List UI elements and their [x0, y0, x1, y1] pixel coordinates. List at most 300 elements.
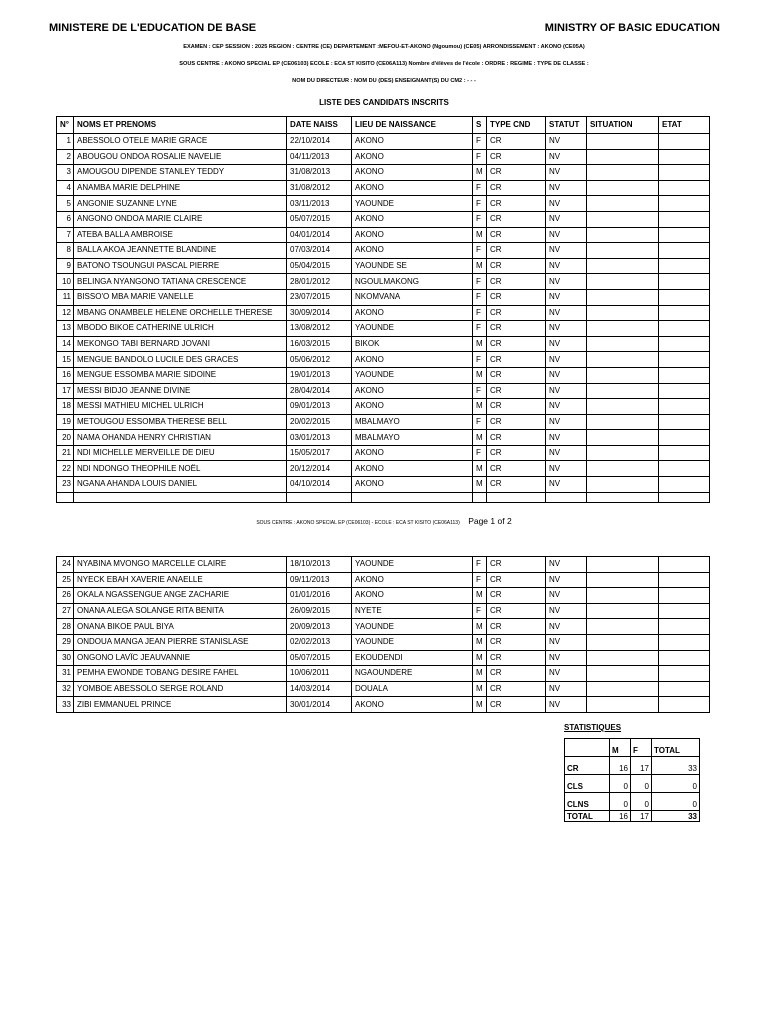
cell-status: NV — [546, 619, 587, 635]
cell-status: NV — [546, 321, 587, 337]
cell-state — [659, 352, 710, 368]
cell-birthdate: 20/02/2015 — [287, 414, 352, 430]
table-row — [57, 666, 710, 682]
cell-sex: M — [473, 367, 487, 383]
cell-birthdate: 01/01/2016 — [287, 588, 352, 604]
cell-birthplace: AKONO — [352, 134, 473, 150]
cell-status: NV — [546, 336, 587, 352]
table-row — [57, 399, 710, 415]
cell-number: 16 — [57, 367, 74, 383]
cell-candidate-type: CR — [487, 666, 546, 682]
cell-birthdate: 31/08/2013 — [287, 165, 352, 181]
cell-situation — [587, 336, 659, 352]
cell-name: OKALA NGASSENGUE ANGE ZACHARIE — [74, 588, 287, 604]
cell-sex: M — [473, 681, 487, 697]
cell-situation — [587, 258, 659, 274]
cell-situation — [587, 352, 659, 368]
cell-state — [659, 196, 710, 212]
cell-number: 6 — [57, 211, 74, 227]
cell-name: MENGUE ESSOMBA MARIE SIDOINE — [74, 367, 287, 383]
cell-number: 26 — [57, 588, 74, 604]
cell-name: MBODO BIKOE CATHERINE ULRICH — [74, 321, 287, 337]
cell-number: 1 — [57, 134, 74, 150]
cell-candidate-type: CR — [487, 588, 546, 604]
cell-sex: F — [473, 383, 487, 399]
cell-state — [659, 399, 710, 415]
cell-state — [659, 227, 710, 243]
cell-number: 4 — [57, 180, 74, 196]
cell-number: 32 — [57, 681, 74, 697]
cell-candidate-type: CR — [487, 211, 546, 227]
list-title: LISTE DES CANDIDATS INSCRITS — [319, 98, 449, 107]
cell-birthplace: AKONO — [352, 165, 473, 181]
cell-status: NV — [546, 650, 587, 666]
cell-name: PEMHA EWONDE TOBANG DESIRE FAHEL — [74, 666, 287, 682]
cell-number: 10 — [57, 274, 74, 290]
cell-sex: M — [473, 227, 487, 243]
cell-candidate-type: CR — [487, 243, 546, 259]
cell-birthdate: 30/09/2014 — [287, 305, 352, 321]
cell-birthplace: MBALMAYO — [352, 430, 473, 446]
exam-info-line: EXAMEN : CEP SESSION : 2025 REGION : CENTRE (CE) DEPARTEMENT :MEFOU-ET-AKONO (Ngoumou) (CE05) ARRONDISSEMENT : AKONO (CE05A) — [183, 44, 585, 50]
cell-status: NV — [546, 165, 587, 181]
cell-state — [659, 321, 710, 337]
cell-candidate-type: CR — [487, 336, 546, 352]
cell-state — [659, 414, 710, 430]
cell-status: NV — [546, 697, 587, 713]
cell-birthdate: 15/05/2017 — [287, 445, 352, 461]
cell-birthdate: 07/03/2014 — [287, 243, 352, 259]
cell-candidate-type: CR — [487, 289, 546, 305]
cell-candidate-type: CR — [487, 321, 546, 337]
cell-number: 22 — [57, 461, 74, 477]
cell-number: 19 — [57, 414, 74, 430]
cell-status: NV — [546, 666, 587, 682]
table-row — [57, 461, 710, 477]
table-row — [57, 477, 710, 493]
stats-row-total — [565, 811, 700, 822]
cell-sex: M — [473, 619, 487, 635]
cell-status: NV — [546, 149, 587, 165]
cell-name: ANAMBA MARIE DELPHINE — [74, 180, 287, 196]
cell-number: 8 — [57, 243, 74, 259]
cell-number: 11 — [57, 289, 74, 305]
cell-candidate-type: CR — [487, 352, 546, 368]
cell-state — [659, 430, 710, 446]
cell-situation — [587, 681, 659, 697]
cell-situation — [587, 196, 659, 212]
table-row — [57, 274, 710, 290]
cell-birthplace: AKONO — [352, 445, 473, 461]
cell-candidate-type: CR — [487, 619, 546, 635]
cell-candidate-type: CR — [487, 383, 546, 399]
stats-header-blank — [565, 739, 610, 757]
cell-birthplace: AKONO — [352, 461, 473, 477]
cell-status: NV — [546, 430, 587, 446]
cell-birthdate: 26/09/2015 — [287, 603, 352, 619]
cell-situation — [587, 227, 659, 243]
cell-name: AMOUGOU DIPENDE STANLEY TEDDY — [74, 165, 287, 181]
cell-state — [659, 634, 710, 650]
cell-birthplace: AKONO — [352, 383, 473, 399]
cell-sex: M — [473, 336, 487, 352]
cell-state — [659, 650, 710, 666]
cell-status: NV — [546, 461, 587, 477]
cell-birthplace: MBALMAYO — [352, 414, 473, 430]
cell-birthplace: AKONO — [352, 697, 473, 713]
cell-sex: F — [473, 180, 487, 196]
cell-birthplace: NGOULMAKONG — [352, 274, 473, 290]
table-row — [57, 289, 710, 305]
cell-situation — [587, 588, 659, 604]
cell-situation — [587, 650, 659, 666]
stats-value: 0 — [631, 793, 652, 811]
cell-birthdate: 23/07/2015 — [287, 289, 352, 305]
cell-number: 5 — [57, 196, 74, 212]
col-header-number: N° — [57, 117, 74, 134]
cell-status: NV — [546, 572, 587, 588]
stats-header-row — [565, 739, 700, 757]
cell-status: NV — [546, 243, 587, 259]
cell-name: BALLA AKOA JEANNETTE BLANDINE — [74, 243, 287, 259]
cell-birthplace: DOUALA — [352, 681, 473, 697]
table-row — [57, 445, 710, 461]
table-row — [57, 196, 710, 212]
cell-birthplace: AKONO — [352, 180, 473, 196]
cell-sex: F — [473, 243, 487, 259]
cell-status: NV — [546, 289, 587, 305]
cell-state — [659, 461, 710, 477]
cell-birthdate: 04/10/2014 — [287, 477, 352, 493]
cell-number: 29 — [57, 634, 74, 650]
cell-birthdate: 18/10/2013 — [287, 557, 352, 573]
table-row — [57, 367, 710, 383]
cell-number: 9 — [57, 258, 74, 274]
cell-birthdate: 20/12/2014 — [287, 461, 352, 477]
cell-name: NYECK EBAH XAVERIE ANAELLE — [74, 572, 287, 588]
cell-sex: M — [473, 399, 487, 415]
cell-birthdate: 10/06/2011 — [287, 666, 352, 682]
cell-status: NV — [546, 196, 587, 212]
cell-status: NV — [546, 414, 587, 430]
cell-candidate-type: CR — [487, 399, 546, 415]
cell-name: MENGUE BANDOLO LUCILE DES GRACES — [74, 352, 287, 368]
cell-birthplace: BIKOK — [352, 336, 473, 352]
table-row — [57, 572, 710, 588]
cell-state — [659, 588, 710, 604]
table-row — [57, 211, 710, 227]
cell-birthdate: 30/01/2014 — [287, 697, 352, 713]
cell-situation — [587, 180, 659, 196]
school-info-line: SOUS CENTRE : AKONO SPECIAL EP (CE06103) ECOLE : ECA ST KISITO (CE06A113) Nombre d'élèves de l'école : ORDRE : REGIME : TYPE DE CLASSE : — [179, 61, 589, 67]
cell-sex: M — [473, 477, 487, 493]
table-row-blank — [57, 492, 710, 502]
cell-number: 7 — [57, 227, 74, 243]
stats-header-total: TOTAL — [652, 739, 700, 757]
cell-state — [659, 572, 710, 588]
cell-situation — [587, 321, 659, 337]
cell-name: NDI MICHELLE MERVEILLE DE DIEU — [74, 445, 287, 461]
cell-name: ANGONIE SUZANNE LYNE — [74, 196, 287, 212]
cell-sex: F — [473, 352, 487, 368]
cell-birthplace: AKONO — [352, 399, 473, 415]
table-row — [57, 697, 710, 713]
ministry-title-fr: MINISTERE DE L'EDUCATION DE BASE — [49, 22, 257, 34]
cell-sex: M — [473, 165, 487, 181]
stats-value: 17 — [631, 811, 652, 822]
cell-situation — [587, 289, 659, 305]
stats-value: 33 — [652, 811, 700, 822]
cell-state — [659, 336, 710, 352]
table-row — [57, 165, 710, 181]
stats-label: CR — [565, 757, 610, 775]
cell-situation — [587, 557, 659, 573]
cell-birthdate: 05/04/2015 — [287, 258, 352, 274]
cell-birthdate: 05/07/2015 — [287, 211, 352, 227]
cell-name: MBANG ONAMBELE HELENE ORCHELLE THERESE — [74, 305, 287, 321]
cell-number: 31 — [57, 666, 74, 682]
stats-label: TOTAL — [565, 811, 610, 822]
cell-sex: F — [473, 305, 487, 321]
cell-situation — [587, 399, 659, 415]
ministry-title-en: MINISTRY OF BASIC EDUCATION — [544, 22, 720, 34]
cell-birthplace: AKONO — [352, 227, 473, 243]
cell-status: NV — [546, 477, 587, 493]
stats-value: 17 — [631, 757, 652, 775]
cell-birthdate: 04/11/2013 — [287, 149, 352, 165]
cell-birthdate: 16/03/2015 — [287, 336, 352, 352]
stats-header-female: F — [631, 739, 652, 757]
stats-label: CLNS — [565, 793, 610, 811]
cell-sex: M — [473, 697, 487, 713]
cell-state — [659, 243, 710, 259]
table-row — [57, 650, 710, 666]
cell-candidate-type: CR — [487, 227, 546, 243]
cell-state — [659, 134, 710, 150]
cell-candidate-type: CR — [487, 681, 546, 697]
cell-birthplace: YAOUNDE — [352, 367, 473, 383]
cell-state — [659, 477, 710, 493]
cell-state — [659, 619, 710, 635]
cell-candidate-type: CR — [487, 274, 546, 290]
cell-number: 14 — [57, 336, 74, 352]
cell-sex: M — [473, 588, 487, 604]
cell-birthplace: YAOUNDE SE — [352, 258, 473, 274]
cell-status: NV — [546, 352, 587, 368]
cell-status: NV — [546, 399, 587, 415]
stats-header-male: M — [610, 739, 631, 757]
cell-situation — [587, 666, 659, 682]
cell-number: 30 — [57, 650, 74, 666]
cell-candidate-type: CR — [487, 414, 546, 430]
cell-status: NV — [546, 588, 587, 604]
cell-status: NV — [546, 681, 587, 697]
cell-situation — [587, 445, 659, 461]
cell-number: 20 — [57, 430, 74, 446]
cell-situation — [587, 603, 659, 619]
cell-number: 23 — [57, 477, 74, 493]
stats-label: CLS — [565, 775, 610, 793]
cell-sex: F — [473, 134, 487, 150]
cell-state — [659, 305, 710, 321]
cell-empty — [74, 492, 287, 502]
cell-birthdate: 05/07/2015 — [287, 650, 352, 666]
stats-value: 0 — [652, 775, 700, 793]
table-row — [57, 305, 710, 321]
cell-name: ATEBA BALLA AMBROISE — [74, 227, 287, 243]
cell-situation — [587, 243, 659, 259]
cell-birthdate: 14/03/2014 — [287, 681, 352, 697]
cell-candidate-type: CR — [487, 634, 546, 650]
col-header-birthdate: DATE NAISS — [287, 117, 352, 134]
col-header-sex: S — [473, 117, 487, 134]
cell-state — [659, 666, 710, 682]
stats-value: 0 — [610, 793, 631, 811]
cell-birthdate: 03/01/2013 — [287, 430, 352, 446]
cell-sex: F — [473, 603, 487, 619]
cell-status: NV — [546, 134, 587, 150]
table-row — [57, 180, 710, 196]
cell-name: METOUGOU ESSOMBA THERESE BELL — [74, 414, 287, 430]
cell-sex: F — [473, 149, 487, 165]
cell-candidate-type: CR — [487, 149, 546, 165]
cell-number: 15 — [57, 352, 74, 368]
cell-birthplace: NGAOUNDERE — [352, 666, 473, 682]
cell-candidate-type: CR — [487, 367, 546, 383]
cell-state — [659, 367, 710, 383]
cell-status: NV — [546, 634, 587, 650]
cell-name: NAMA OHANDA HENRY CHRISTIAN — [74, 430, 287, 446]
col-header-names: NOMS ET PRENOMS — [74, 117, 287, 134]
cell-number: 33 — [57, 697, 74, 713]
table-row — [57, 414, 710, 430]
cell-birthplace: YAOUNDE — [352, 321, 473, 337]
table-row — [57, 227, 710, 243]
cell-birthplace: EKOUDENDI — [352, 650, 473, 666]
cell-situation — [587, 274, 659, 290]
cell-candidate-type: CR — [487, 557, 546, 573]
cell-sex: M — [473, 634, 487, 650]
cell-candidate-type: CR — [487, 196, 546, 212]
cell-empty — [659, 492, 710, 502]
cell-birthdate: 09/01/2013 — [287, 399, 352, 415]
cell-sex: F — [473, 274, 487, 290]
cell-name: ABESSOLO OTELE MARIE GRACE — [74, 134, 287, 150]
cell-situation — [587, 477, 659, 493]
cell-status: NV — [546, 258, 587, 274]
cell-name: ONGONO LAVÏC JEAUVANNIE — [74, 650, 287, 666]
cell-name: ONANA ALEGA SOLANGE RITA BENITA — [74, 603, 287, 619]
cell-candidate-type: CR — [487, 461, 546, 477]
cell-birthplace: YAOUNDE — [352, 557, 473, 573]
cell-situation — [587, 572, 659, 588]
cell-birthplace: YAOUNDE — [352, 634, 473, 650]
cell-name: MESSI MATHIEU MICHEL ULRICH — [74, 399, 287, 415]
stats-row-cls — [565, 775, 700, 793]
cell-status: NV — [546, 211, 587, 227]
cell-birthdate: 03/11/2013 — [287, 196, 352, 212]
col-header-candidate-type: TYPE CND — [487, 117, 546, 134]
candidates-table-page1 — [56, 116, 710, 503]
cell-birthplace: AKONO — [352, 352, 473, 368]
cell-state — [659, 165, 710, 181]
table-row — [57, 681, 710, 697]
cell-name: ANGONO ONDOA MARIE CLAIRE — [74, 211, 287, 227]
cell-sex: F — [473, 196, 487, 212]
cell-number: 2 — [57, 149, 74, 165]
cell-number: 13 — [57, 321, 74, 337]
table-row — [57, 149, 710, 165]
cell-name: NDI NDONGO THEOPHILE NOËL — [74, 461, 287, 477]
cell-birthdate: 09/11/2013 — [287, 572, 352, 588]
cell-sex: F — [473, 414, 487, 430]
cell-sex: M — [473, 666, 487, 682]
cell-empty — [487, 492, 546, 502]
cell-status: NV — [546, 367, 587, 383]
cell-birthdate: 05/06/2012 — [287, 352, 352, 368]
cell-name: ABOUGOU ONDOA ROSALIE NAVELIE — [74, 149, 287, 165]
cell-number: 21 — [57, 445, 74, 461]
cell-status: NV — [546, 557, 587, 573]
table-header-row — [57, 117, 710, 134]
cell-candidate-type: CR — [487, 430, 546, 446]
cell-sex: F — [473, 572, 487, 588]
cell-status: NV — [546, 603, 587, 619]
cell-number: 24 — [57, 557, 74, 573]
col-header-status: STATUT — [546, 117, 587, 134]
cell-birthdate: 19/01/2013 — [287, 367, 352, 383]
cell-sex: M — [473, 461, 487, 477]
cell-candidate-type: CR — [487, 134, 546, 150]
cell-state — [659, 258, 710, 274]
table-row — [57, 258, 710, 274]
cell-candidate-type: CR — [487, 697, 546, 713]
cell-state — [659, 149, 710, 165]
stats-value: 0 — [610, 775, 631, 793]
cell-birthdate: 28/04/2014 — [287, 383, 352, 399]
stats-value: 16 — [610, 811, 631, 822]
cell-birthdate: 20/09/2013 — [287, 619, 352, 635]
cell-name: BATONO TSOUNGUI PASCAL PIERRE — [74, 258, 287, 274]
cell-empty — [546, 492, 587, 502]
cell-empty — [473, 492, 487, 502]
cell-sex: F — [473, 445, 487, 461]
cell-birthdate: 13/08/2012 — [287, 321, 352, 337]
cell-sex: M — [473, 430, 487, 446]
cell-situation — [587, 165, 659, 181]
col-header-state: ETAT — [659, 117, 710, 134]
cell-status: NV — [546, 383, 587, 399]
cell-empty — [352, 492, 473, 502]
cell-name: ONANA BIKOE PAUL BIYA — [74, 619, 287, 635]
cell-number: 12 — [57, 305, 74, 321]
col-header-birthplace: LIEU DE NAISSANCE — [352, 117, 473, 134]
cell-state — [659, 274, 710, 290]
table-row — [57, 352, 710, 368]
cell-situation — [587, 430, 659, 446]
cell-situation — [587, 383, 659, 399]
cell-birthdate: 31/08/2012 — [287, 180, 352, 196]
cell-status: NV — [546, 180, 587, 196]
cell-state — [659, 557, 710, 573]
cell-name: YOMBOE ABESSOLO SERGE ROLAND — [74, 681, 287, 697]
cell-candidate-type: CR — [487, 258, 546, 274]
col-header-situation: SITUATION — [587, 117, 659, 134]
stats-value: 0 — [631, 775, 652, 793]
table-row — [57, 243, 710, 259]
cell-sex: F — [473, 557, 487, 573]
page-number: Page 1 of 2 — [468, 516, 512, 526]
